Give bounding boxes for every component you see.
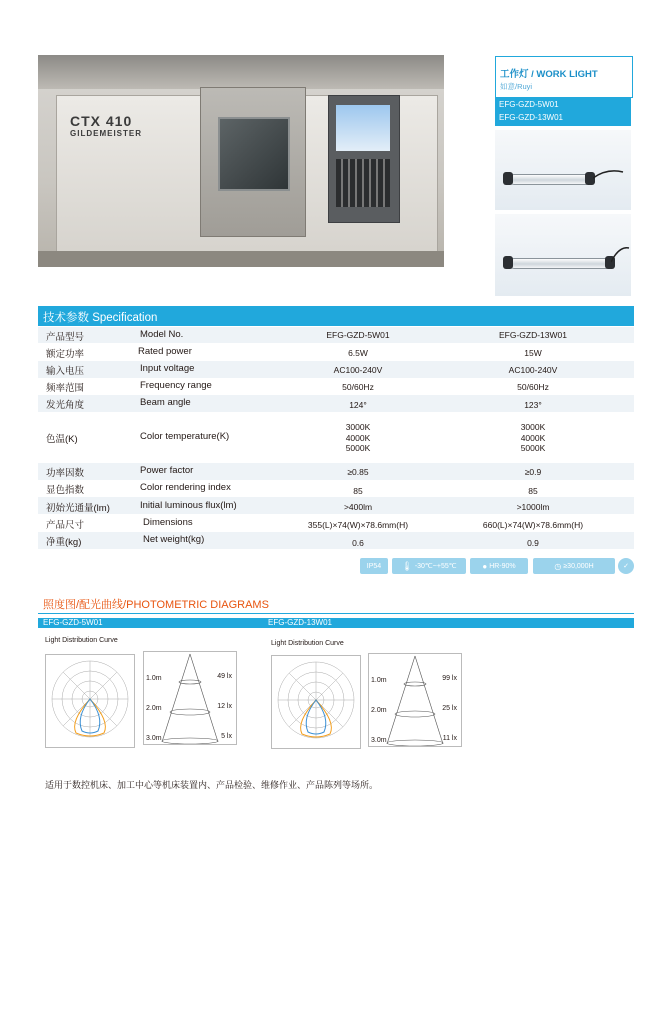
thermometer-icon: 🌡	[401, 560, 413, 571]
temperature-text: -30℃~+55℃	[414, 563, 457, 570]
spec-en: Color rendering index	[140, 482, 231, 493]
spec-row	[38, 515, 634, 532]
lux-label: 5 lx	[221, 733, 232, 740]
spec-en: Model No.	[140, 329, 184, 340]
spec-value-5w: 124°	[349, 400, 367, 410]
illuminance-cone-5w	[144, 652, 236, 744]
machine-brand-sub: GILDEMEISTER	[70, 129, 143, 138]
spec-value-13w: 15W	[524, 348, 542, 358]
spec-en: Frequency range	[140, 380, 212, 391]
polar-diagram-13w	[271, 655, 361, 749]
product-model-5w: EFG-GZD-5W01	[499, 100, 559, 109]
product-image-long	[495, 214, 631, 296]
spec-cn: 发光角度	[46, 400, 85, 411]
spec-row	[38, 378, 634, 395]
spec-value-13w: >1000lm	[516, 502, 550, 512]
lux-label: 11 lx	[442, 735, 457, 742]
spec-row	[38, 327, 634, 343]
product-subtitle: 如意/Ruyi	[500, 82, 533, 91]
ip-rating-text: IP54	[366, 562, 382, 570]
spec-en: Net weight(kg)	[143, 534, 205, 545]
spec-cn: 净重(kg)	[46, 537, 82, 548]
distance-label: 2.0m	[146, 705, 162, 712]
spec-value-5w: 50/60Hz	[342, 382, 374, 392]
distance-label: 1.0m	[371, 677, 387, 684]
spec-value-5w: 0.6	[352, 538, 364, 548]
product-model-13w: EFG-GZD-13W01	[499, 113, 564, 122]
spec-value-13w: EFG-GZD-13W01	[498, 330, 567, 340]
spec-row	[38, 463, 634, 480]
spec-row	[38, 497, 634, 514]
illuminance-diagram-5w	[143, 651, 237, 745]
control-keys	[336, 159, 390, 207]
spec-cn: 频率范围	[46, 383, 85, 394]
illuminance-cone-13w	[369, 654, 461, 746]
curve-label-5w: Light Distribution Curve	[45, 637, 118, 644]
distance-label: 3.0m	[371, 737, 387, 744]
control-screen	[336, 105, 390, 151]
polar-curve-13w	[272, 656, 360, 748]
distance-label: 2.0m	[371, 707, 387, 714]
photometric-model-13w: EFG-GZD-13W01	[268, 618, 333, 627]
spec-value-13w: 85	[528, 486, 538, 496]
spec-value-5w: ≥0.85	[347, 467, 369, 477]
product-title: 工作灯 / WORK LIGHT	[500, 69, 598, 80]
application-note: 适用于数控机床、加工中心等机床装置内、产品检验、维修作业、产品陈列等场所。	[45, 780, 379, 790]
ip-rating-badge	[360, 558, 388, 574]
floor	[38, 251, 444, 267]
spec-cn: 色温(K)	[46, 434, 78, 445]
polar-curve-5w	[46, 655, 134, 747]
spec-en: Power factor	[140, 465, 194, 476]
curve-label-13w: Light Distribution Curve	[271, 640, 344, 647]
spec-row	[38, 480, 634, 497]
distance-label: 3.0m	[146, 735, 162, 742]
ceiling	[38, 55, 444, 89]
lux-label: 99 lx	[442, 675, 457, 682]
spec-cn: 初始光通量(lm)	[46, 503, 110, 514]
spec-value-5w: AC100-240V	[333, 365, 383, 375]
certification-icon: ✓	[618, 558, 634, 574]
spec-value-13w: AC100-240V	[508, 365, 558, 375]
spec-title: 技术参数 Specification	[43, 312, 158, 324]
lux-label: 12 lx	[217, 703, 232, 710]
machine-brand-label: CTX 410	[70, 113, 133, 129]
droplet-icon: ●	[482, 561, 488, 571]
spec-value-13w: 50/60Hz	[517, 382, 549, 392]
lifetime-text: ≥30,000H	[563, 562, 594, 570]
spec-value-5w: >400lm	[343, 502, 373, 512]
distance-label: 1.0m	[146, 675, 162, 682]
machine-photo	[38, 55, 444, 267]
spec-en: Input voltage	[140, 363, 195, 374]
spec-value-5w: 3000K 4000K 5000K	[345, 422, 371, 453]
spec-value-5w: 6.5W	[348, 348, 368, 358]
product-models	[495, 97, 631, 126]
spec-value-5w: EFG-GZD-5W01	[326, 330, 390, 340]
humidity-text: HR-90%	[489, 562, 516, 570]
spec-cn: 功率因数	[46, 468, 85, 479]
photometric-model-5w: EFG-GZD-5W01	[43, 618, 103, 627]
spec-value-5w: 355(L)×74(W)×78.6mm(H)	[307, 520, 409, 530]
spec-value-13w: 123°	[524, 400, 542, 410]
spec-value-13w: ≥0.9	[524, 467, 542, 477]
lifetime-badge	[533, 558, 615, 574]
illuminance-diagram-13w	[368, 653, 462, 747]
spec-en: Dimensions	[143, 517, 193, 528]
spec-row	[38, 532, 634, 549]
spec-en: Rated power	[138, 346, 192, 357]
spec-row	[38, 361, 634, 378]
spec-value-13w: 660(L)×74(W)×78.6mm(H)	[482, 520, 584, 530]
clock-icon: ◷	[554, 561, 562, 571]
spec-row	[38, 395, 634, 412]
polar-diagram-5w	[45, 654, 135, 748]
spec-row	[38, 344, 634, 361]
machine-brand	[70, 113, 142, 138]
spec-en: Color temperature(K)	[140, 431, 230, 442]
spec-cn: 额定功率	[46, 349, 85, 360]
photometric-title: 照度图/配光曲线/PHOTOMETRIC DIAGRAMS	[43, 599, 269, 611]
lux-label: 49 lx	[217, 673, 232, 680]
temperature-badge	[392, 558, 466, 574]
humidity-badge	[470, 558, 528, 574]
spec-row	[38, 412, 634, 462]
spec-cn: 显色指数	[46, 485, 85, 496]
lux-label: 25 lx	[442, 705, 457, 712]
spec-cn: 产品型号	[46, 332, 85, 343]
photometric-model-bar	[38, 618, 634, 628]
machine-window	[218, 117, 290, 191]
spec-en: Beam angle	[140, 397, 191, 408]
photometric-divider	[38, 613, 634, 614]
product-image-short	[495, 130, 631, 210]
spec-cn: 输入电压	[46, 366, 85, 377]
spec-value-13w: 3000K 4000K 5000K	[520, 422, 546, 453]
spec-value-5w: 85	[353, 486, 363, 496]
spec-value-13w: 0.9	[527, 538, 539, 548]
spec-en: Initial luminous flux(lm)	[140, 500, 237, 511]
spec-cn: 产品尺寸	[46, 520, 85, 531]
